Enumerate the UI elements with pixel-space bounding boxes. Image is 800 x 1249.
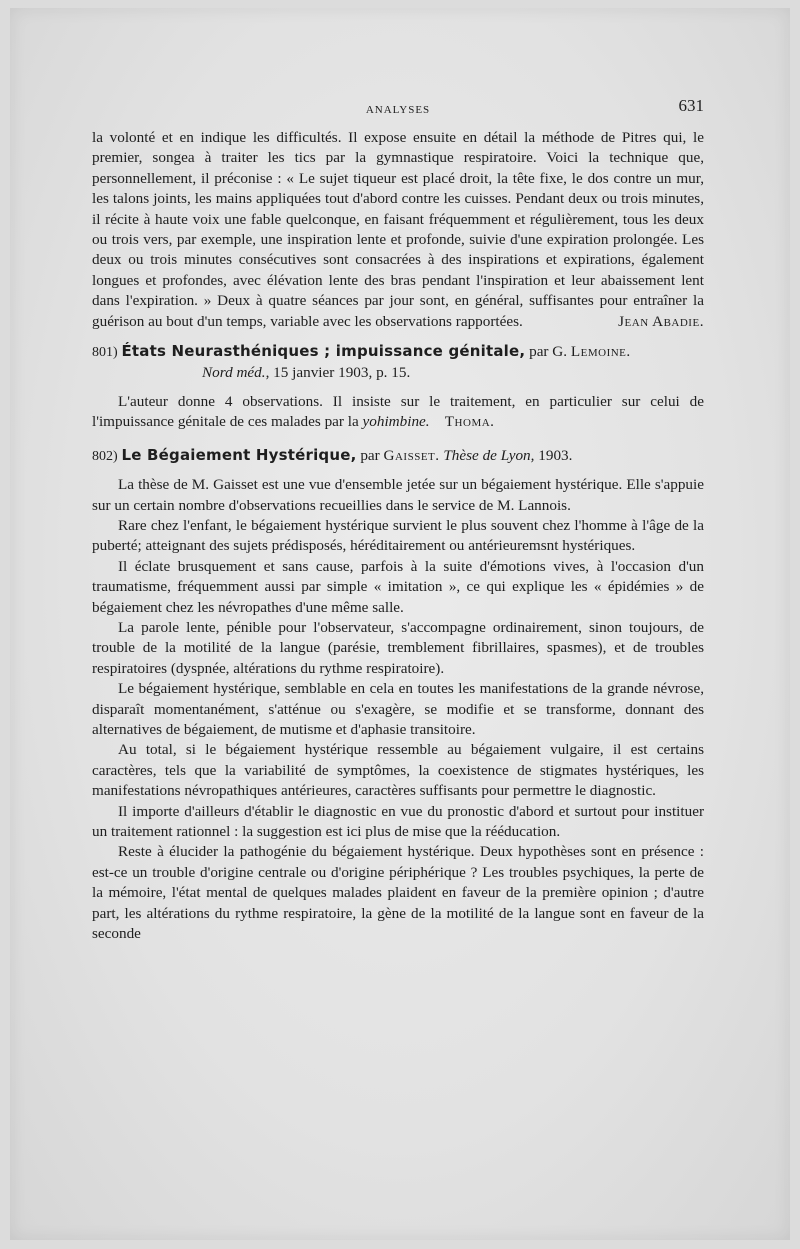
- entry-802-paragraph-6: Au total, si le bégaiement hystérique ressemble au bégaiement vulgaire, il est certains caractères, tels que la variabilité de symptômes, la coexistence de stigmates hystériques, les manifestations névropathiques antérieures, caractères suffisants pour permettre le diagnostic.: [92, 741, 704, 800]
- entry-802-byline: par: [360, 446, 380, 464]
- signature-thoma: Thoma.: [444, 413, 495, 431]
- page-number: 631: [678, 96, 704, 115]
- entry-801-byline: par G.: [529, 343, 568, 361]
- continued-paragraph: [92, 128, 704, 332]
- scanned-page: [10, 8, 790, 1240]
- entry-802-source: Thèse de Lyon,: [443, 446, 535, 464]
- spacer: [92, 384, 704, 392]
- signature-abadie: Jean Abadie.: [618, 312, 704, 330]
- entry-801-heading: [92, 341, 704, 384]
- entry-802-paragraph-4: La parole lente, pénible pour l'observateur, s'accompagne ordinairement, sinon toujours, de trouble de la motilité de la langue (parésie, tremblement fibrillaires, spasmes), et de troubles respiratoires (dyspnée, altérations du rythme respiratoire).: [92, 618, 704, 677]
- entry-801-number: 801): [92, 345, 118, 361]
- entry-801-author: Lemoine.: [570, 343, 631, 361]
- running-title: ANALYSES: [365, 104, 431, 116]
- entry-802-title: Le Bégaiement Hystérique,: [121, 445, 357, 464]
- entry-802-year: 1903.: [538, 446, 573, 464]
- entry-802-heading: [92, 445, 704, 467]
- entry-802-paragraph-3: Il éclate brusquement et sans cause, parfois à la suite d'émotions vives, à l'occasion d'un traumatisme, fréquemment aussi par simple « imitation », ce qui explique les « épidémies » de bégaiement chez les névropathes d'une même salle.: [92, 557, 704, 616]
- entry-802-paragraph-5: Le bégaiement hystérique, semblable en cela en toutes les manifestations de la grande névrose, disparaît momentanément, s'atténue ou s'exagère, se modifie et se transforme, donnant des alternatives de bégaiement, de mutisme et d'aphasie transitoire.: [92, 680, 704, 738]
- entry-801-journal: Nord méd.: [202, 364, 266, 382]
- entry-801-text: L'auteur donne 4 observations. Il insiste sur le traitement, en particulier sur celui de l'impuissance génitale de ces malades par la: [92, 392, 704, 431]
- entry-801-date: , 15 janvier 1903, p. 15.: [265, 364, 411, 382]
- spacer: [92, 467, 704, 475]
- entry-802-paragraph-2: Rare chez l'enfant, le bégaiement hystérique survient le plus souvent chez l'homme à l'âge de la puberté; atteignant des sujets prédisposés, héréditairement ou antérieuremsnt hystériques.: [92, 516, 704, 555]
- entry-802-paragraph-1: La thèse de M. Gaisset est une vue d'ensemble jetée sur un bégaiement hystérique. Elle s'appuie sur un certain nombre d'observations recueillies dans le service de M. Lannois.: [92, 476, 704, 514]
- entry-801-paragraph: [92, 392, 704, 433]
- entry-802-author: Gaisset.: [383, 446, 440, 464]
- entry-801-italic: yohimbine.: [362, 413, 430, 431]
- entry-802-paragraph-7: Il importe d'ailleurs d'établir le diagnostic en vue du pronostic d'abord et surtout pour instituer un traitement rationnel : la suggestion est ici plus de mise que la rééducation.: [92, 802, 704, 840]
- running-header: [92, 96, 704, 118]
- continued-text: la volonté et en indique les difficultés. Il expose ensuite en détail la méthode de Pitres qui, le premier, songea à traiter les tics par la gymnastique respiratoire. Voici la technique que, personnellement, il préconise : « Le sujet tiqueur est placé droit, la tête fixe, le dos contre un mur, les talons joints, les mains appliquées tout d'abord contre les cuisses. Pendant deux ou trois minutes, il récite à haute voix une fable quelconque, en faisant fréquemment et régulièrement, tous les deux ou trois vers, par exemple, une inspiration lente et profonde, suivie d'une expiration prolongée. Les deux ou trois minutes consécutives sont consacrées à des inspirations et expirations, également longues et profondes, avec élévation lente des bras pendant l'inspiration et leur abaissement lent dans l'expiration. » Deux à quatre séances par jour sont, en général, suffisantes pour entraîner la guérison au bout d'un temps, variable avec les observations rapportées.: [92, 129, 704, 330]
- entry-802-number: 802): [92, 448, 118, 464]
- entry-801-title: États Neurasthéniques ; impuissance génitale,: [121, 342, 526, 361]
- page-content: [92, 96, 704, 944]
- entry-802-paragraph-8: Reste à élucider la pathogénie du bégaiement hystérique. Deux hypothèses sont en présence : est-ce un trouble d'origine centrale ou d'origine périphérique ? Les troubles psychiques, la perte de la mémoire, l'état mental de quelques malades plaident en faveur de la première opinion ; d'autre part, les altérations du rythme respiratoire, la gène de la motilité de la langue sont en faveur de la seconde: [92, 843, 704, 943]
- entry-801-source-line: [92, 363, 704, 383]
